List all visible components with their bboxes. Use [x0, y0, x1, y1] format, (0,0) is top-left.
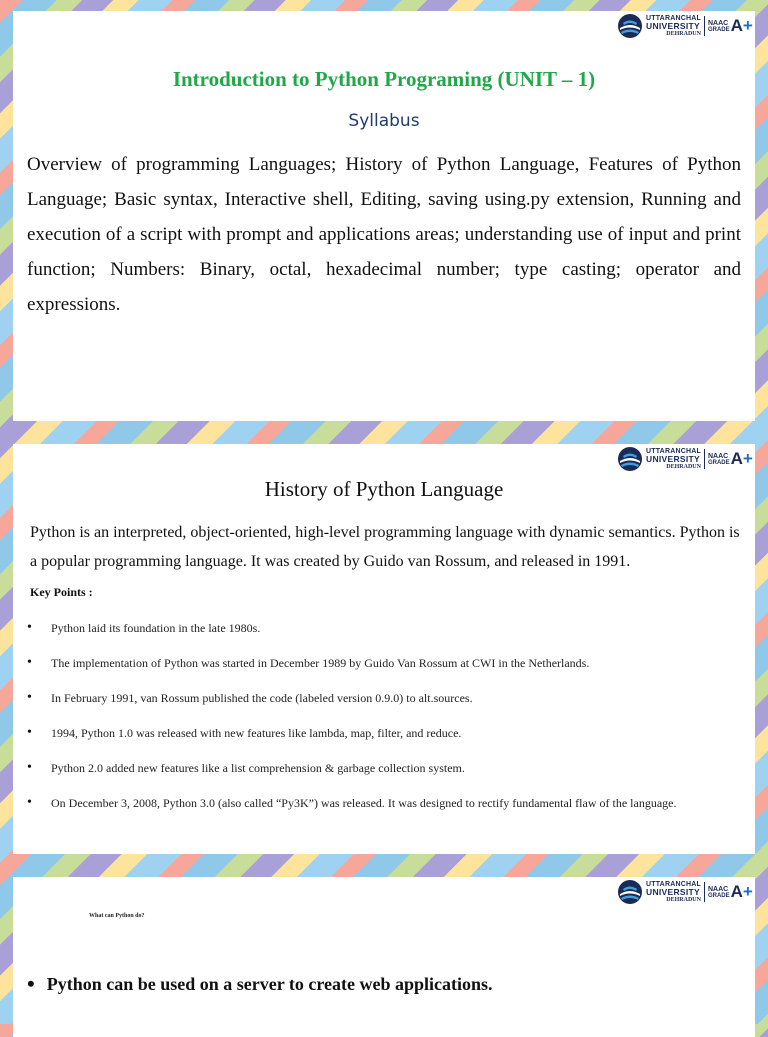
logo-line-1: UTTARANCHAL	[646, 448, 701, 456]
slide-3-bullet-item	[27, 971, 493, 997]
slide-1-subtitle: Syllabus	[348, 111, 420, 131]
list-item: • Python 2.0 added new features like a list comprehension & garbage collection system.	[13, 756, 755, 791]
university-logo	[617, 13, 753, 39]
grade-value: A+	[730, 16, 753, 35]
grade-label: GRADE	[707, 892, 730, 899]
logo-divider	[704, 449, 705, 469]
grade-label: GRADE	[707, 26, 730, 33]
key-points-list	[13, 616, 755, 826]
university-logo	[617, 446, 753, 472]
syllabus-text: Overview of programming Languages; History of Python Language, Features of Python Language; Basic syntax, Interactive shell, Editing, saving using.py extension, Running and execution of a script with prompt and applications areas; understanding use of input and print function; Numbers: Binary, octal, hexadecimal number; type casting; operator and expressions.	[27, 154, 741, 315]
history-intro-text: Python is an interpreted, object-oriented, high-level programming language with dynamic semantics. Python is a popular programming language. It was created by Guido van Rossum, and released in 1991.	[30, 524, 740, 570]
university-emblem-icon	[617, 879, 643, 905]
list-item: • In February 1991, van Rossum published the code (labeled version 0.9.0) to alt.sources.	[13, 686, 755, 721]
bullet-icon: •	[27, 971, 35, 996]
logo-line-1: UTTARANCHAL	[646, 15, 701, 23]
list-item: • Python laid its foundation in the late 1980s.	[13, 616, 755, 651]
logo-line-3: DEHRADUN	[666, 463, 701, 470]
university-emblem-icon	[617, 446, 643, 472]
logo-line-3: DEHRADUN	[666, 896, 701, 903]
bullet-text: Python can be used on a server to create web applications.	[46, 973, 493, 994]
logo-line-2: UNIVERSITY	[646, 454, 701, 465]
logo-line-3: DEHRADUN	[666, 30, 701, 37]
grade-label: GRADE	[707, 459, 730, 466]
slide-1-title: Introduction to Python Programing (UNIT – 1)	[172, 67, 596, 91]
slide-2-title: History of Python Language	[264, 477, 504, 501]
logo-line-2: UNIVERSITY	[646, 887, 701, 898]
list-item: • The implementation of Python was started in December 1989 by Guido Van Rossum at CWI in the Netherlands.	[13, 651, 755, 686]
bullet-icon: •	[27, 655, 32, 670]
bullet-icon: •	[27, 620, 32, 635]
slide-3	[13, 877, 755, 1037]
list-item: • On December 3, 2008, Python 3.0 (also called “Py3K”) was released. It was designed to rectify fundamental flaw of the language.	[13, 791, 755, 826]
key-points-label: Key Points :	[30, 585, 93, 599]
naac-label: NAAC	[707, 19, 729, 27]
slide-2	[13, 444, 755, 854]
grade-value: A+	[730, 449, 753, 468]
logo-line-2: UNIVERSITY	[646, 21, 701, 32]
logo-divider	[704, 882, 705, 902]
university-emblem-icon	[617, 13, 643, 39]
naac-label: NAAC	[707, 885, 729, 893]
naac-label: NAAC	[707, 452, 729, 460]
list-item: • 1994, Python 1.0 was released with new features like lambda, map, filter, and reduce.	[13, 721, 755, 756]
university-logo	[617, 879, 753, 905]
logo-line-1: UTTARANCHAL	[646, 881, 701, 889]
bullet-icon: •	[27, 690, 32, 705]
bullet-icon: •	[27, 795, 32, 810]
bullet-icon: •	[27, 725, 32, 740]
logo-divider	[704, 16, 705, 36]
bullet-icon: •	[27, 760, 32, 775]
slide-1	[13, 11, 755, 421]
slide-3-heading: What can Python do?	[89, 913, 145, 919]
grade-value: A+	[730, 882, 753, 901]
